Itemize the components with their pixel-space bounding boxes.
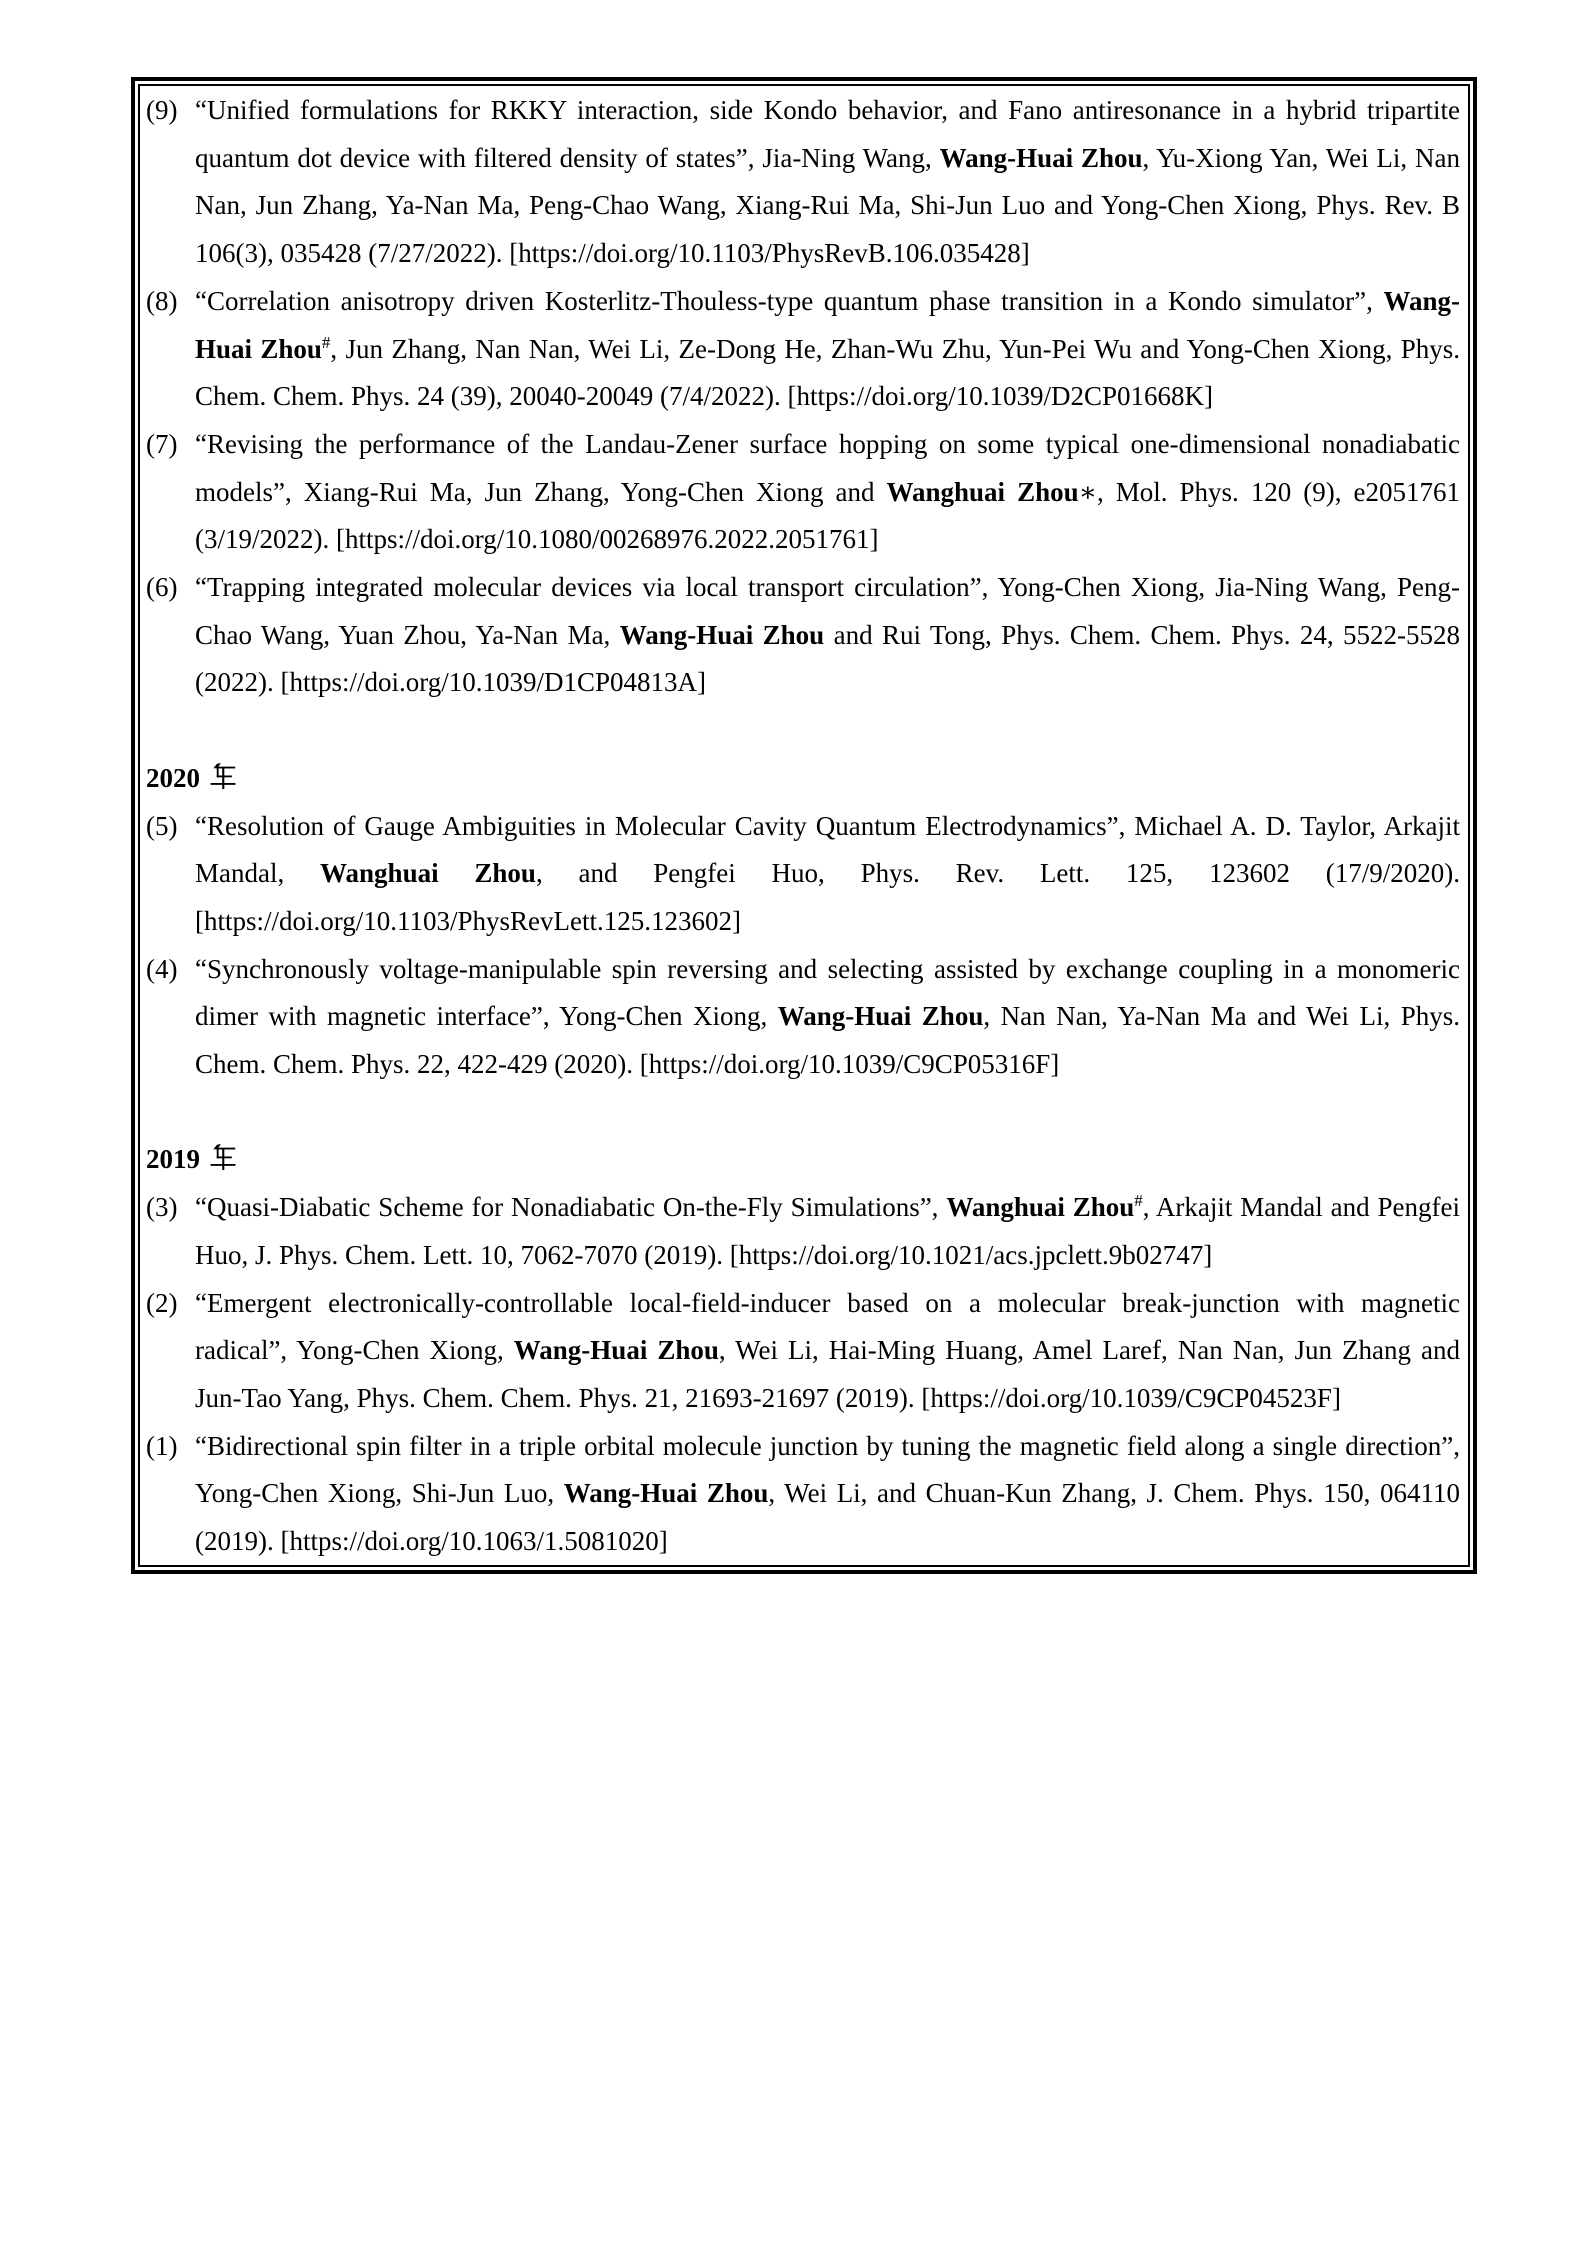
- entry-number: (9): [146, 95, 178, 125]
- publication-entry: [146, 278, 1460, 421]
- entry-text: “Revising the performance of the Landau-Zener surface hopping on some typical one-dimensional nonadiabatic models”, Xiang-Rui Ma, Jun Zhang, Yong-Chen Xiong and Wanghuai Zhou∗, Mol. Phys. 120 (9), e2051761 (3/19/2022). [https://doi.org/10.1080/00268976.2022.2051761]: [195, 428, 1460, 555]
- entry-text: “Trapping integrated molecular devices via local transport circulation”, Yong-Chen Xiong, Jia-Ning Wang, Peng-Chao Wang, Yuan Zhou, Ya-Nan Ma, Wang-Huai Zhou and Rui Tong, Phys. Chem. Chem. Phys. 24, 5522-5528 (2022). [https://doi.org/10.1039/D1CP04813A]: [195, 572, 1460, 698]
- entry-number: (5): [146, 810, 178, 841]
- publication-entry: [146, 564, 1460, 707]
- entry-text: “Emergent electronically-controllable local-field-inducer based on a molecular break-junction with magnetic radical”, Yong-Chen Xiong, Wang-Huai Zhou, Wei Li, Hai-Ming Huang, Amel Laref, Nan Nan, Jun Zhang and Jun-Tao Yang, Phys. Chem. Chem. Phys. 21, 21693-21697 (2019). [https://doi.org/10.1039/C9CP04523F]: [195, 1287, 1461, 1413]
- publication-entry: [146, 1423, 1460, 1566]
- section-header-2020: [146, 755, 1460, 803]
- publication-entry: [146, 1280, 1460, 1423]
- year-label: 2020: [146, 762, 200, 793]
- year-label: 2019: [146, 1144, 200, 1175]
- publication-entry: [146, 1184, 1460, 1279]
- section-header-2019: [146, 1136, 1460, 1184]
- publication-list: [138, 84, 1470, 1567]
- publication-entry: [146, 87, 1460, 278]
- publication-section-2020: [146, 755, 1460, 1089]
- entry-text: “Quasi-Diabatic Scheme for Nonadiabatic On-the-Fly Simulations”, Wanghuai Zhou#, Arkajit Mandal and Pengfei Huo, J. Phys. Chem. Lett. 10, 7062-7070 (2019). [https://doi.org/10.1021/acs.jpclett.9b02747]: [195, 1191, 1460, 1270]
- entry-number: (6): [146, 572, 178, 603]
- entry-text: “Bidirectional spin filter in a triple orbital molecule junction by tuning the magnetic field along a single direction”, Yong-Chen Xiong, Shi-Jun Luo, Wang-Huai Zhou, Wei Li, and Chuan-Kun Zhang, J. Chem. Phys. 150, 064110 (2019). [https://doi.org/10.1063/1.5081020]: [195, 1430, 1460, 1557]
- entry-text: “Correlation anisotropy driven Kosterlitz-Thouless-type quantum phase transition in a Kondo simulator”, Wang-Huai Zhou#, Jun Zhang, Nan Nan, Wei Li, Ze-Dong He, Zhan-Wu Zhu, Yun-Pei Wu and Yong-Chen Xiong, Phys. Chem. Chem. Phys. 24 (39), 20040-20049 (7/4/2022). [https://doi.org/10.1039/D2CP01668K]: [195, 285, 1461, 412]
- entry-number: (4): [146, 953, 178, 984]
- entry-number: (3): [146, 1192, 178, 1223]
- publications-box: [131, 77, 1477, 1574]
- entry-text: “Unified formulations for RKKY interaction, side Kondo behavior, and Fano antiresonance in a hybrid tripartite quantum dot device with filtered density of states”, Jia-Ning Wang, Wang-Huai Zhou, Yu-Xiong Yan, Wei Li, Nan Nan, Jun Zhang, Ya-Nan Ma, Peng-Chao Wang, Xiang-Rui Ma, Shi-Jun Luo and Yong-Chen Xiong, Phys. Rev. B 106(3), 035428 (7/27/2022). [https://doi.org/10.1103/PhysRevB.106.035428]: [195, 95, 1461, 269]
- year-kanji-icon: [210, 1144, 236, 1170]
- entry-number: (1): [146, 1430, 178, 1461]
- publication-section: [146, 87, 1460, 707]
- entry-text: “Resolution of Gauge Ambiguities in Molecular Cavity Quantum Electrodynamics”, Michael A. D. Taylor, Arkajit Mandal, Wanghuai Zhou, and Pengfei Huo, Phys. Rev. Lett. 125, 123602 (17/9/2020). [https://doi.org/10.1103/PhysRevLett.125.123602]: [195, 810, 1461, 936]
- publication-entry: [146, 803, 1460, 946]
- publication-entry: [146, 421, 1460, 564]
- entry-number: (7): [146, 428, 178, 459]
- entry-number: (2): [146, 1287, 178, 1318]
- publication-section-2019: [146, 1136, 1460, 1565]
- entry-text: “Synchronously voltage-manipulable spin reversing and selecting assisted by exchange coupling in a monomeric dimer with magnetic interface”, Yong-Chen Xiong, Wang-Huai Zhou, Nan Nan, Ya-Nan Ma and Wei Li, Phys. Chem. Chem. Phys. 22, 422-429 (2020). [https://doi.org/10.1039/C9CP05316F]: [195, 953, 1461, 1080]
- year-kanji-icon: [210, 763, 236, 789]
- publication-entry: [146, 946, 1460, 1089]
- entry-number: (8): [146, 285, 178, 316]
